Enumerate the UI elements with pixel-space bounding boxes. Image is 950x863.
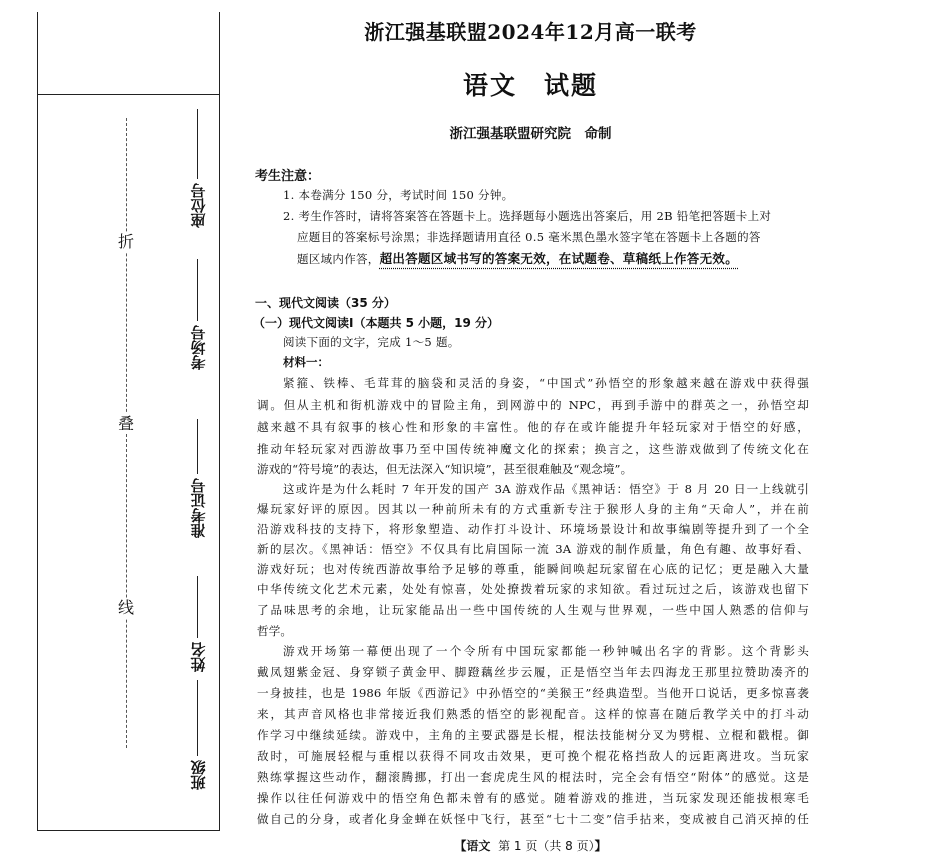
passage-line: 了品味思考的余地，让玩家能品出一些中国传统的人生观与世界观，一些中国人熟悉的信仰与 — [257, 603, 809, 617]
passage-line: 熟练掌握这些动作，翻滚腾挪，打出一套虎虎生风的棍法时，完全会有悟空“附体”的感觉。这是 — [257, 770, 809, 784]
notice-item-1: 1. 本卷满分 150 分，考试时间 150 分钟。 — [283, 188, 514, 202]
passage-line: 一身披挂，也是 1986 年版《西游记》中孙悟空的“美猴王”经典造型。当他开口说话，更多惊喜袭 — [257, 686, 809, 700]
name-field[interactable] — [178, 572, 218, 672]
name-label: 姓名 — [189, 642, 208, 672]
passage-line: 操作以往任何游戏中的悟空角色都未曾有的感觉。随着游戏的推进，当玩家发现还能拔根寒毛 — [257, 791, 809, 805]
class-field[interactable] — [178, 672, 218, 790]
passage-line: 爆玩家好评的原因。因其以一种前所未有的方式重新专注于猴形人身的主角“天命人”，并在前 — [257, 502, 809, 516]
notice-title: 考生注意： — [255, 169, 321, 184]
seat-number-line[interactable] — [198, 109, 199, 179]
passage-line: 哲学。 — [257, 624, 293, 638]
admission-ticket-label: 准考证号 — [189, 478, 208, 538]
margin-top-divider — [37, 94, 220, 95]
fold-char-1: 折 — [112, 232, 140, 252]
notice-item-2-line-1: 2. 考生作答时，请将答案答在答题卡上。选择题每小题选出答案后，用 2B 铅笔把答题卡上对 — [283, 209, 772, 223]
notice-emphasis: 超出答题区域书写的答案无效，在试题卷、草稿纸上作答无效。 — [379, 251, 739, 266]
footer-page-info: 第 1 页（共 8 页） — [498, 839, 595, 853]
exam-room-field[interactable] — [178, 258, 218, 370]
seat-number-label: 座位号 — [189, 183, 208, 228]
passage-line: 沿游戏科技的支持下，将形象塑造、动作打斗设计、环境场景设计和故事编剧等提升到了一个全 — [257, 522, 809, 536]
passage-line: 调。但从主机和街机游戏中的冒险主角，到网游中的 NPC，再到手游中的群英之一，孙悟空却 — [257, 398, 809, 412]
part-1-subheading: （一）现代文阅读Ⅰ（本题共 5 小题，19 分） — [253, 316, 500, 330]
passage-line: 游戏好玩；也对传统西游故事给予足够的尊重，能瞬间唤起玩家留在心底的记忆；更是融入大量 — [257, 562, 809, 576]
part-1-heading: 一、现代文阅读（35 分） — [255, 296, 396, 310]
name-line[interactable] — [198, 576, 199, 638]
passage-line: 紧箍、铁棒、毛茸茸的脑袋和灵活的身姿，“中国式”孙悟空的形象越来越在游戏中获得强 — [283, 376, 809, 390]
passage-line: 越来越不具有叙事的核心性和形象的丰富性。他的存在或许能提升年轻玩家对于悟空的好感， — [257, 420, 809, 434]
class-label: 班级 — [189, 760, 208, 790]
footer-bracket-left: 【 — [454, 839, 467, 853]
passage-line: 游戏开场第一幕便出现了一个令所有中国玩家都能一秒钟喊出名字的背影。这个背影头 — [283, 644, 809, 658]
subject-title: 语文 试题 — [462, 71, 598, 100]
fold-char-2: 叠 — [112, 414, 140, 434]
class-line[interactable] — [198, 680, 199, 756]
passage-line: 敌时，可施展轻棍与重棍以获得不同攻击效果，更可挽个棍花格挡敌人的远距离进攻。当玩家 — [257, 749, 809, 763]
notice-item-2-line-2: 应题目的答案标号涂黑；非选择题请用直径 0.5 毫米黑色墨水签字笔在答题卡上各题的答 — [297, 230, 761, 244]
author-line: 浙江强基联盟研究院 命制 — [449, 126, 612, 142]
exam-title: 浙江强基联盟2024年12月高一联考 — [364, 20, 697, 44]
exam-room-line[interactable] — [198, 259, 199, 321]
footer-subject: 语文 — [466, 839, 491, 853]
notice-item-2-line-3-start: 题区域内作答， — [297, 252, 380, 266]
passage-line: 做自己的分身，或者化身金蝉在妖怪中飞行，甚至“七十二变”信手拈来，变成被自己消灭掉的任 — [257, 812, 809, 826]
reading-instruction: 阅读下面的文字，完成 1～5 题。 — [283, 335, 460, 349]
passage-line: 游戏的“符号境”的表达，但无法深入“知识境”，甚至很难触及“观念境”。 — [257, 462, 633, 476]
exam-room-label: 考场号 — [189, 325, 208, 370]
margin-bottom-divider — [37, 830, 220, 831]
notice-item-2-line-3 — [297, 248, 738, 270]
passage-line: 这或许是为什么耗时 7 年开发的国产 3A 游戏作品《黑神话：悟空》于 8 月 20 日一上线就引 — [283, 482, 809, 496]
passage-line: 来，其声音风格也非常接近我们熟悉的悟空的影视配音。这样的惊喜在随后教学关中的打斗动 — [257, 707, 809, 721]
page-footer — [253, 837, 808, 854]
passage-line: 作学习中继续延续。游戏中，主角的主要武器是长棍，棍法技能树分叉为劈棍、立棍和戳棍。御 — [257, 728, 809, 742]
footer-bracket-right: 】 — [594, 839, 607, 853]
admission-ticket-field[interactable] — [178, 412, 218, 538]
material-label: 材料一： — [283, 355, 329, 369]
seat-number-field[interactable] — [178, 108, 218, 228]
passage-line: 新的层次。《黑神话：悟空》不仅具有比肩国际一流 3A 游戏的制作质量，角色有趣、故事好看、 — [257, 542, 809, 556]
fold-char-3: 线 — [112, 598, 140, 618]
passage-line: 戴凤翅紫金冠、身穿锁子黄金甲、脚蹬藕丝步云履，正是悟空当年去四海龙王那里拉赞助凑齐的 — [257, 665, 809, 679]
passage-line: 中华传统文化艺术元素，处处有惊喜，处处撩拨着玩家的求知欲。看过玩过之后，该游戏也留下 — [257, 582, 809, 596]
passage-line: 推动年轻玩家对西游故事乃至中国传统神魔文化的探索；换言之，这些游戏做到了传统文化在 — [257, 442, 809, 456]
admission-ticket-line[interactable] — [198, 419, 199, 474]
